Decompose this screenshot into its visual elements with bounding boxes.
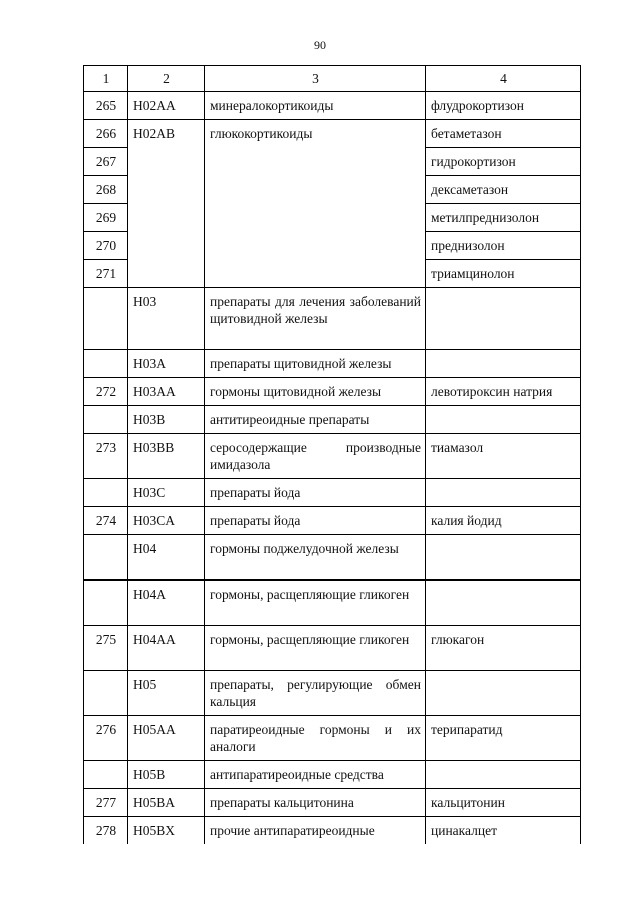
table-row — [84, 406, 581, 434]
row-number — [84, 761, 128, 789]
table-row — [84, 671, 581, 716]
atc-code: H03BB — [128, 434, 205, 479]
group-name: гормоны, расщепляющие гликоген — [205, 626, 426, 671]
row-number: 277 — [84, 789, 128, 817]
drug-name: преднизолон — [426, 232, 581, 260]
table-row — [84, 288, 581, 350]
drug-name: калия йодид — [426, 507, 581, 535]
group-name: антитиреоидные препараты — [205, 406, 426, 434]
drug-name: гидрокортизон — [426, 148, 581, 176]
row-number — [84, 479, 128, 507]
table-row — [84, 378, 581, 406]
group-name: минералокортикоиды — [205, 92, 426, 120]
table-row — [84, 626, 581, 671]
atc-code: H03A — [128, 350, 205, 378]
row-number: 267 — [84, 148, 128, 176]
row-number — [84, 580, 128, 626]
drug-name — [426, 288, 581, 350]
row-number: 276 — [84, 716, 128, 761]
row-number: 275 — [84, 626, 128, 671]
table-row — [84, 350, 581, 378]
drug-name: флудрокортизон — [426, 92, 581, 120]
group-name: паратиреоидные гормоны и их аналоги — [205, 716, 426, 761]
row-number — [84, 350, 128, 378]
atc-code: H03CA — [128, 507, 205, 535]
atc-code: H05AA — [128, 716, 205, 761]
drug-name — [426, 479, 581, 507]
table-row — [84, 817, 581, 845]
table-row — [84, 120, 581, 148]
drug-name: тиамазол — [426, 434, 581, 479]
table-header-row — [84, 66, 581, 92]
column-header-4: 4 — [426, 66, 581, 92]
table-row — [84, 434, 581, 479]
atc-code: H04A — [128, 580, 205, 626]
atc-code: H02AB — [128, 120, 205, 288]
drug-name — [426, 580, 581, 626]
group-name: прочие антипаратиреоидные — [205, 817, 426, 845]
drug-name: триамцинолон — [426, 260, 581, 288]
atc-code: H05B — [128, 761, 205, 789]
column-header-1: 1 — [84, 66, 128, 92]
atc-code: H03B — [128, 406, 205, 434]
row-number: 274 — [84, 507, 128, 535]
atc-code: H03 — [128, 288, 205, 350]
row-number: 271 — [84, 260, 128, 288]
table-row — [84, 507, 581, 535]
group-name: серосодержащие производные имидазола — [205, 434, 426, 479]
table-row — [84, 580, 581, 626]
group-name: гормоны щитовидной железы — [205, 378, 426, 406]
row-number: 265 — [84, 92, 128, 120]
column-header-3: 3 — [205, 66, 426, 92]
drug-name: цинакалцет — [426, 817, 581, 845]
row-number — [84, 535, 128, 581]
table-row — [84, 789, 581, 817]
table-row — [84, 761, 581, 789]
atc-code: H03C — [128, 479, 205, 507]
drug-classification-table — [83, 65, 581, 844]
table-row — [84, 716, 581, 761]
drug-name — [426, 535, 581, 581]
row-number: 266 — [84, 120, 128, 148]
drug-name: метилпреднизолон — [426, 204, 581, 232]
atc-code: H04AA — [128, 626, 205, 671]
row-number — [84, 406, 128, 434]
drug-name — [426, 350, 581, 378]
drug-name: бетаметазон — [426, 120, 581, 148]
atc-code: H05BX — [128, 817, 205, 845]
group-name: препараты щитовидной железы — [205, 350, 426, 378]
atc-code: H03AA — [128, 378, 205, 406]
row-number: 269 — [84, 204, 128, 232]
row-number: 268 — [84, 176, 128, 204]
group-name: гормоны, расщепляющие гликоген — [205, 580, 426, 626]
drug-name: левотироксин натрия — [426, 378, 581, 406]
drug-name: глюкагон — [426, 626, 581, 671]
column-header-2: 2 — [128, 66, 205, 92]
group-name: препараты, регулирующие обмен кальция — [205, 671, 426, 716]
row-number: 278 — [84, 817, 128, 845]
row-number: 270 — [84, 232, 128, 260]
row-number — [84, 671, 128, 716]
drug-name: кальцитонин — [426, 789, 581, 817]
drug-name: терипаратид — [426, 716, 581, 761]
drug-name — [426, 761, 581, 789]
table-row — [84, 92, 581, 120]
drug-name: дексаметазон — [426, 176, 581, 204]
group-name: глюкокортикоиды — [205, 120, 426, 288]
group-name: гормоны поджелудочной железы — [205, 535, 426, 581]
group-name: препараты йода — [205, 479, 426, 507]
group-name: препараты йода — [205, 507, 426, 535]
page-number: 90 — [314, 38, 326, 52]
atc-code: H04 — [128, 535, 205, 581]
atc-code: H02AA — [128, 92, 205, 120]
group-name: препараты кальцитонина — [205, 789, 426, 817]
drug-name — [426, 406, 581, 434]
table-row — [84, 535, 581, 581]
atc-code: H05BA — [128, 789, 205, 817]
row-number — [84, 288, 128, 350]
drug-name — [426, 671, 581, 716]
group-name: антипаратиреоидные средства — [205, 761, 426, 789]
row-number: 272 — [84, 378, 128, 406]
table-row — [84, 479, 581, 507]
row-number: 273 — [84, 434, 128, 479]
atc-code: H05 — [128, 671, 205, 716]
group-name: препараты для лечения заболеваний щитовидной железы — [205, 288, 426, 350]
